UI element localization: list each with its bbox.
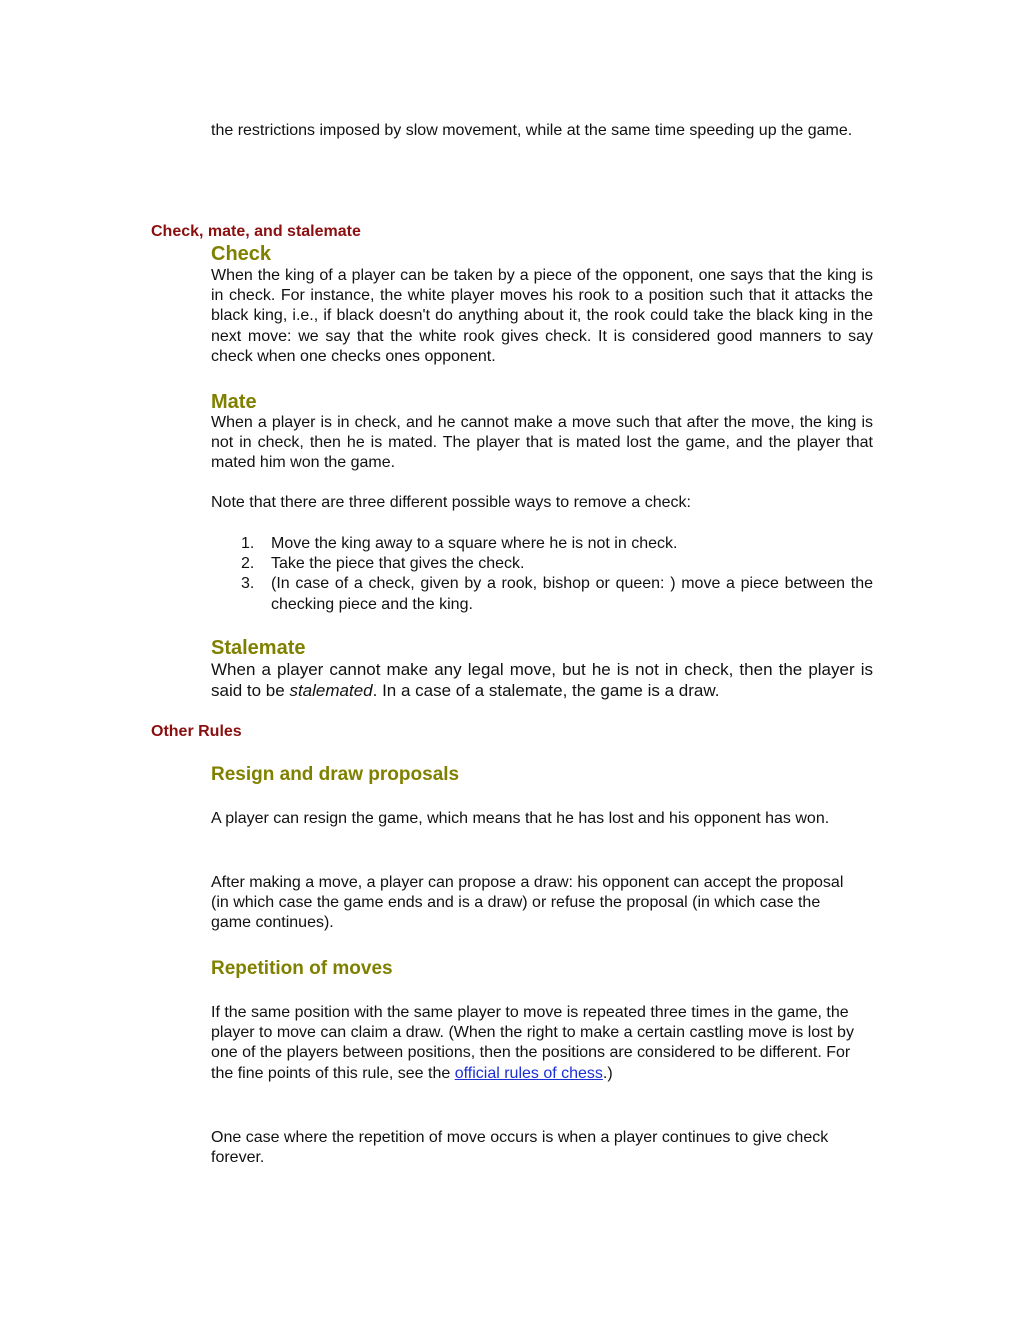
official-rules-link[interactable]: official rules of chess bbox=[454, 1064, 603, 1082]
subheading-resign-draw: Resign and draw proposals bbox=[211, 764, 460, 785]
subheading-mate: Mate bbox=[211, 391, 257, 413]
subheading-stalemate: Stalemate bbox=[211, 637, 306, 659]
remove-check-list bbox=[211, 534, 873, 615]
section-heading-check-mate: Check, mate, and stalemate bbox=[151, 223, 361, 240]
repetition-text-start: If the same position with the same player to move is repeated three times in the game, the player to move can claim a draw. (When the right to make a certain castling move is lost by one of the players between positions, then the positions are considered to be different. For the fine points of this rule, see the bbox=[211, 1004, 854, 1082]
stalemate-emphasis: stalemated bbox=[289, 681, 373, 700]
list-number: 2. bbox=[241, 555, 255, 573]
subheading-repetition: Repetition of moves bbox=[211, 958, 393, 979]
draw-proposal-paragraph: After making a move, a player can propose a draw: his opponent can accept the proposal (in which case the game ends and is a draw) or refuse the proposal (in which case the game continues). bbox=[211, 874, 844, 932]
list-item bbox=[211, 574, 873, 614]
perpetual-check-paragraph: One case where the repetition of move occurs is when a player continues to give check forever. bbox=[211, 1129, 829, 1167]
list-item bbox=[211, 534, 873, 554]
subheading-check: Check bbox=[211, 243, 272, 265]
repetition-paragraph bbox=[211, 1003, 866, 1084]
list-item-text: Take the piece that gives the check. bbox=[271, 555, 525, 573]
list-item-text: Move the king away to a square where he is not in check. bbox=[271, 535, 678, 552]
list-item bbox=[211, 554, 873, 574]
resign-paragraph: A player can resign the game, which means that he has lost and his opponent has won. bbox=[211, 810, 830, 827]
list-number: 1. bbox=[241, 535, 255, 552]
list-number: 3. bbox=[241, 575, 255, 593]
intro-paragraph: the restrictions imposed by slow movement, while at the same time speeding up the game. bbox=[211, 122, 853, 139]
stalemate-text-start: When a player cannot make any legal move, but he is not in check, then the player is said to be bbox=[211, 660, 873, 700]
section-heading-other-rules: Other Rules bbox=[151, 723, 242, 740]
list-item-text: (In case of a check, given by a rook, bishop or queen: ) move a piece between the checking piece and the king. bbox=[271, 575, 873, 613]
mate-paragraph: When a player is in check, and he cannot make a move such that after the move, the king is not in check, then he is mated. The player that is mated lost the game, and the player that mated him won the game. bbox=[211, 414, 873, 472]
check-paragraph: When the king of a player can be taken by a piece of the opponent, one says that the king is in check. For instance, the white player moves his rook to a position such that it attacks the black king, i.e., if black doesn't do anything about it, the rook could take the black king in the next move: we say that the white rook gives check. It is considered good manners to say check when one checks ones opponent. bbox=[211, 267, 873, 365]
stalemate-paragraph bbox=[211, 659, 873, 701]
stalemate-text-end: . In a case of a stalemate, the game is a draw. bbox=[372, 681, 720, 700]
repetition-text-end: .) bbox=[602, 1064, 613, 1082]
mate-note: Note that there are three different possible ways to remove a check: bbox=[211, 494, 691, 511]
